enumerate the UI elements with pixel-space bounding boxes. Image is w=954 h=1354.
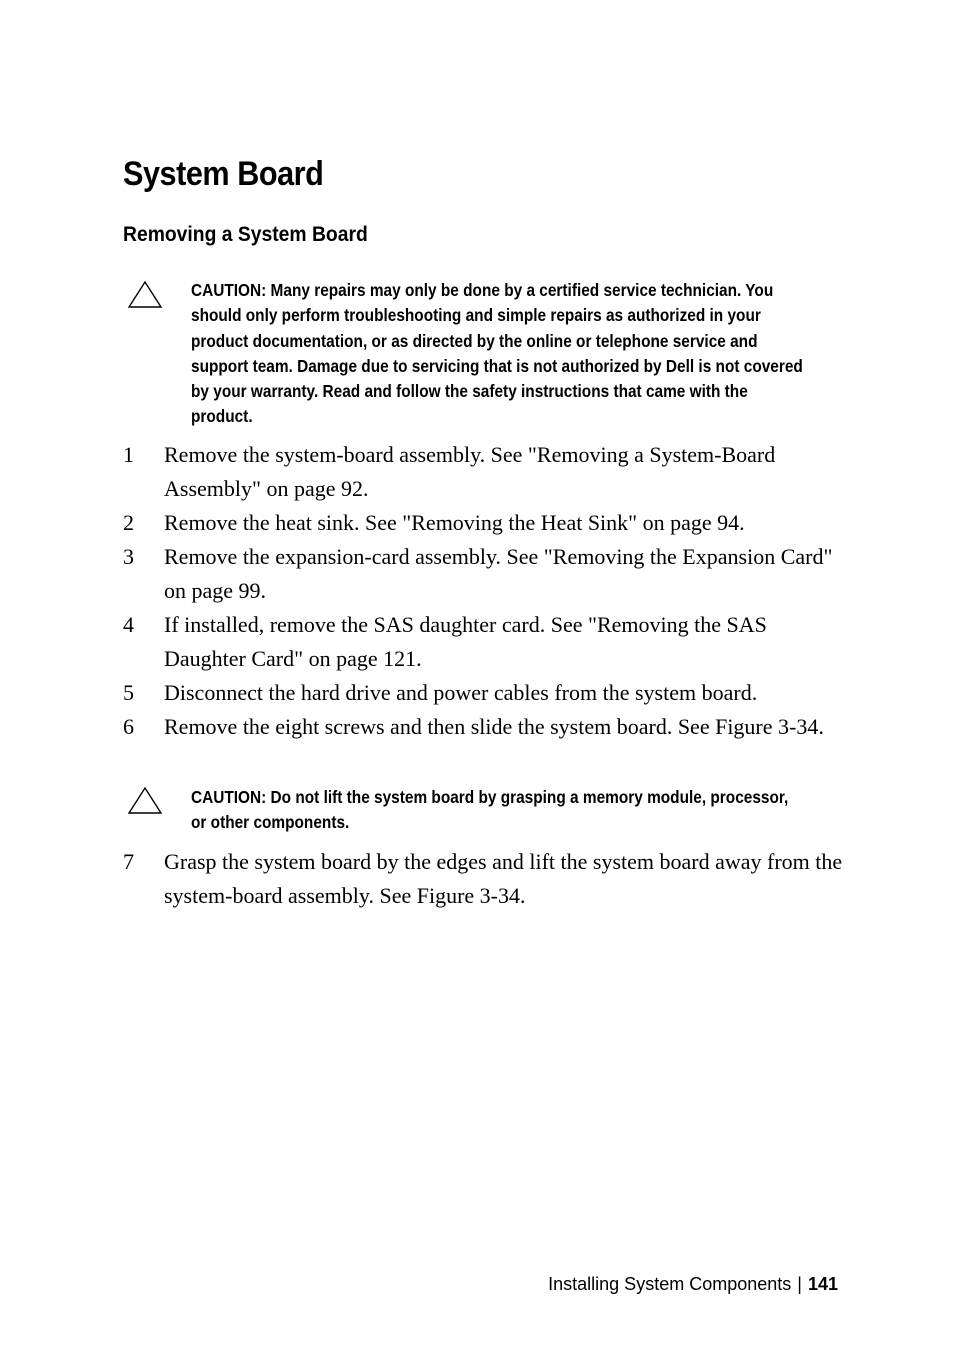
step-number: 1: [123, 442, 134, 467]
step-number: 3: [123, 544, 134, 569]
caution-triangle-icon: [127, 280, 163, 310]
caution-triangle-icon: [127, 786, 163, 816]
caution-text: CAUTION: Do not lift the system board by grasping a memory module, processor, or other components.: [191, 787, 789, 833]
caution-text: CAUTION: Many repairs may only be done by a certified service technician. You should only perform troubleshooting and simple repairs as authorized in your product documentation, or as directed by the online or telephone service and support team. Damage due to servicing that is not authorized by Dell is not covered by your warranty. Read and follow the safety instructions that came with the product.: [191, 280, 803, 427]
footer-chapter: Installing System Components: [548, 1274, 792, 1294]
step-text: Remove the heat sink. See "Removing the Heat Sink" on page 94.: [164, 510, 745, 535]
page-title: System Board: [123, 155, 324, 193]
step-text: Remove the system-board assembly. See "Removing a System-Board Assembly" on page 92.: [164, 442, 776, 501]
step-text: Disconnect the hard drive and power cables from the system board.: [164, 680, 758, 705]
step-text: Remove the expansion-card assembly. See "Removing the Expansion Card" on page 99.: [164, 544, 833, 603]
step-number: 5: [123, 680, 134, 705]
step-number: 2: [123, 510, 134, 535]
step-number: 4: [123, 612, 134, 637]
page-number: 141: [807, 1274, 838, 1294]
step-text: Grasp the system board by the edges and lift the system board away from the system-board assembly. See Figure 3-34.: [164, 849, 843, 908]
section-title: Removing a System Board: [123, 223, 368, 246]
step-number: 7: [123, 849, 134, 874]
page-footer: [548, 1270, 838, 1298]
step-text: If installed, remove the SAS daughter card. See "Removing the SAS Daughter Card" on page 121.: [164, 612, 767, 671]
step-text: Remove the eight screws and then slide the system board. See Figure 3-34.: [164, 714, 824, 739]
footer-separator: |: [797, 1274, 802, 1294]
step-number: 6: [123, 714, 134, 739]
